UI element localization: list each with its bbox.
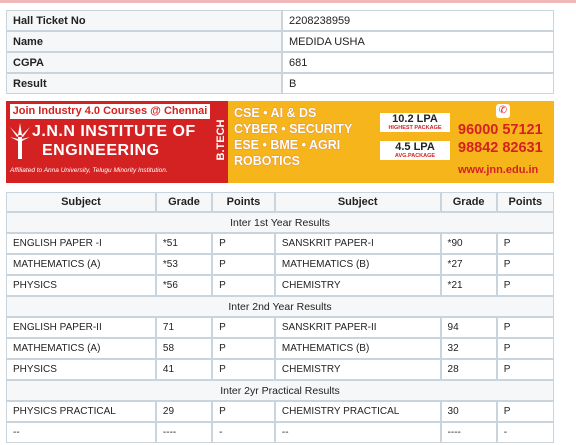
points-cell: - — [497, 422, 554, 443]
subject-cell: -- — [6, 422, 156, 443]
table-row — [6, 275, 554, 296]
column-header: Points — [212, 192, 275, 212]
points-cell: P — [497, 401, 554, 422]
institute-name-line2: ENGINEERING — [42, 142, 160, 159]
table-row — [6, 233, 554, 254]
marks-table — [6, 192, 554, 443]
subject-cell: PHYSICS — [6, 275, 156, 296]
subject-cell: SANSKRIT PAPER-II — [275, 317, 441, 338]
subject-cell: MATHEMATICS (A) — [6, 254, 156, 275]
grade-cell: 94 — [441, 317, 497, 338]
points-cell: P — [212, 338, 275, 359]
institute-name-line1: J.N.N INSTITUTE OF — [32, 123, 196, 140]
subject-cell: ENGLISH PAPER -I — [6, 233, 156, 254]
student-info-table — [6, 10, 554, 94]
grade-cell: *56 — [156, 275, 212, 296]
phone-number-1[interactable]: 96000 57121 — [458, 122, 543, 138]
website-link[interactable]: www.jnn.edu.in — [458, 164, 539, 176]
highest-package-value: 10.2 LPA — [392, 113, 438, 125]
advertisement-banner[interactable] — [6, 101, 554, 183]
name-label: Name — [6, 31, 282, 52]
subject-cell: PHYSICS — [6, 359, 156, 380]
section-title: Inter 2nd Year Results — [6, 296, 554, 317]
points-cell: P — [212, 317, 275, 338]
section-title: Inter 1st Year Results — [6, 212, 554, 233]
column-header: Subject — [6, 192, 156, 212]
btech-tag — [214, 101, 228, 183]
grade-cell: 32 — [441, 338, 497, 359]
institute-logo-icon — [10, 123, 30, 159]
average-package-box — [380, 141, 450, 160]
result-row — [6, 73, 554, 94]
points-cell: - — [212, 422, 275, 443]
column-header: Grade — [441, 192, 497, 212]
section-title: Inter 2yr Practical Results — [6, 380, 554, 401]
cgpa-value: 681 — [282, 52, 554, 73]
table-row — [6, 338, 554, 359]
average-package-label: AVG.PACKAGE — [394, 153, 436, 159]
points-cell: P — [212, 254, 275, 275]
table-row — [6, 401, 554, 422]
grade-cell: *90 — [441, 233, 497, 254]
banner-join-text: Join Industry 4.0 Courses @ Chennai — [10, 104, 210, 119]
points-cell: P — [212, 359, 275, 380]
subject-cell: SANSKRIT PAPER-I — [275, 233, 441, 254]
points-cell: P — [497, 359, 554, 380]
points-cell: P — [497, 233, 554, 254]
subject-cell: CHEMISTRY — [275, 275, 441, 296]
hall-ticket-label: Hall Ticket No — [6, 10, 282, 31]
hall-ticket-row — [6, 10, 554, 31]
grade-cell: 30 — [441, 401, 497, 422]
cgpa-row — [6, 52, 554, 73]
grade-cell: 58 — [156, 338, 212, 359]
table-row — [6, 422, 554, 443]
phone-icon: ✆ — [496, 104, 510, 118]
grade-cell: 28 — [441, 359, 497, 380]
course-line: CYBER • SECURITY — [234, 122, 353, 136]
average-package-value: 4.5 LPA — [395, 141, 435, 153]
course-line: CSE • AI & DS — [234, 106, 317, 120]
highest-package-label: HIGHEST PACKAGE — [388, 125, 442, 131]
table-row — [6, 254, 554, 275]
subject-cell: PHYSICS PRACTICAL — [6, 401, 156, 422]
points-cell: P — [212, 233, 275, 254]
subject-cell: CHEMISTRY PRACTICAL — [275, 401, 441, 422]
name-value: MEDIDA USHA — [282, 31, 554, 52]
column-header: Points — [497, 192, 554, 212]
grade-cell: 41 — [156, 359, 212, 380]
btech-label: B.TECH — [215, 119, 227, 161]
subject-cell: MATHEMATICS (A) — [6, 338, 156, 359]
course-line: ROBOTICS — [234, 154, 300, 168]
grade-cell: 71 — [156, 317, 212, 338]
grade-cell: *27 — [441, 254, 497, 275]
grade-cell: *21 — [441, 275, 497, 296]
subject-cell: MATHEMATICS (B) — [275, 254, 441, 275]
grade-cell: ---- — [441, 422, 497, 443]
subject-cell: CHEMISTRY — [275, 359, 441, 380]
subject-cell: ENGLISH PAPER-II — [6, 317, 156, 338]
result-value: B — [282, 73, 554, 94]
column-header: Grade — [156, 192, 212, 212]
grade-cell: 29 — [156, 401, 212, 422]
table-row — [6, 359, 554, 380]
top-accent-line — [0, 0, 576, 3]
course-list — [234, 105, 352, 169]
points-cell: P — [497, 254, 554, 275]
table-header-row — [6, 192, 554, 212]
institute-affiliation: Affiliated to Anna University, Telugu Minority Institution. — [10, 167, 168, 174]
subject-cell: MATHEMATICS (B) — [275, 338, 441, 359]
grade-cell: *51 — [156, 233, 212, 254]
grade-cell: *53 — [156, 254, 212, 275]
points-cell: P — [497, 317, 554, 338]
table-row — [6, 317, 554, 338]
section-header-row — [6, 296, 554, 317]
points-cell: P — [212, 275, 275, 296]
course-line: ESE • BME • AGRI — [234, 138, 341, 152]
points-cell: P — [497, 338, 554, 359]
section-header-row — [6, 380, 554, 401]
result-label: Result — [6, 73, 282, 94]
subject-cell: -- — [275, 422, 441, 443]
highest-package-box — [380, 113, 450, 132]
column-header: Subject — [275, 192, 441, 212]
cgpa-label: CGPA — [6, 52, 282, 73]
grade-cell: ---- — [156, 422, 212, 443]
points-cell: P — [497, 275, 554, 296]
hall-ticket-value: 2208238959 — [282, 10, 554, 31]
name-row — [6, 31, 554, 52]
phone-number-2[interactable]: 98842 82631 — [458, 140, 543, 156]
section-header-row — [6, 212, 554, 233]
points-cell: P — [212, 401, 275, 422]
